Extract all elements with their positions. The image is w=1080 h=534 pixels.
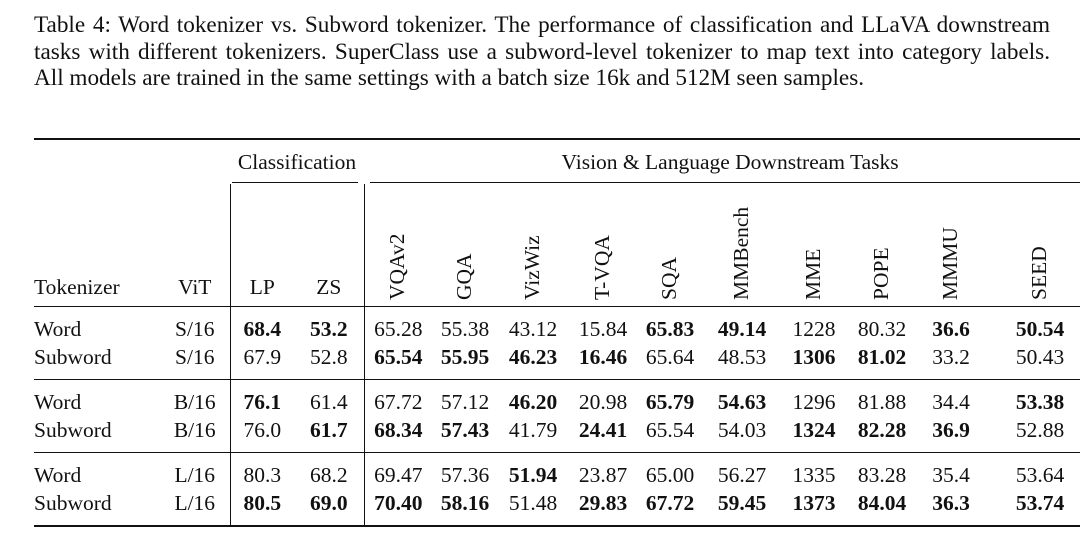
cell-value: 52.8 xyxy=(309,344,348,369)
table-caption: Table 4: Word tokenizer vs. Subword tokenizer. The performance of classification and LLaVA downstream tasks with different tokenizers. SuperClass use a subword-level tokenizer to map text into category labels. All models are trained in the same settings with a batch size 16k and 512M seen samples. xyxy=(34,12,1050,92)
row-spacer xyxy=(34,307,1080,316)
cell-value: 67.72 xyxy=(645,490,695,515)
cell-vit: S/16 xyxy=(175,316,215,341)
col-header-sqa xyxy=(638,184,702,307)
cell-value: 41.79 xyxy=(508,417,558,442)
col-header-label: MME xyxy=(801,248,826,300)
cell-value: 70.40 xyxy=(364,489,432,517)
cell-value: 65.28 xyxy=(364,315,432,343)
cell-vit: L/16 xyxy=(174,490,216,515)
cell-value: 65.00 xyxy=(645,462,695,487)
cell-value: 82.28 xyxy=(857,417,907,442)
cell-value: 57.36 xyxy=(440,462,490,487)
cell-value: 80.5 xyxy=(230,489,294,517)
cell-value: 24.41 xyxy=(578,417,628,442)
cell-tokenizer: Subword xyxy=(34,417,112,442)
cell-value: 53.64 xyxy=(1015,462,1065,487)
table-row xyxy=(34,461,1080,489)
row-spacer xyxy=(34,453,1080,462)
cell-tokenizer: Subword xyxy=(34,344,112,369)
cell-value: 35.4 xyxy=(932,462,970,487)
cell-value: 65.64 xyxy=(645,344,695,369)
col-header-lp: LP xyxy=(230,184,294,307)
row-spacer xyxy=(34,371,1080,380)
cell-tokenizer: Word xyxy=(34,462,82,487)
table-row xyxy=(34,315,1080,343)
table-row xyxy=(34,388,1080,416)
row-spacer xyxy=(34,444,1080,453)
cell-vit: B/16 xyxy=(173,417,216,442)
cell-value: 55.95 xyxy=(440,344,490,369)
col-header-seed xyxy=(984,184,1080,307)
cell-value: 65.54 xyxy=(364,343,432,371)
row-spacer xyxy=(34,380,1080,389)
cell-value: 46.20 xyxy=(508,389,558,414)
group-header-classification: Classification xyxy=(230,139,364,184)
table-row xyxy=(34,343,1080,371)
cell-value: 67.72 xyxy=(364,388,432,416)
cell-value: 83.28 xyxy=(857,462,907,487)
col-header-mme xyxy=(782,184,846,307)
cell-value: 68.34 xyxy=(364,416,432,444)
cell-value: 57.12 xyxy=(440,389,490,414)
cell-value: 51.94 xyxy=(508,462,558,487)
cell-value: 1335 xyxy=(792,462,836,487)
table-row xyxy=(34,489,1080,517)
col-header-label: GQA xyxy=(452,253,477,300)
cell-tokenizer: Word xyxy=(34,316,82,341)
group-header-vision-language: Vision & Language Downstream Tasks xyxy=(364,139,1080,184)
cell-value: 1373 xyxy=(792,490,836,515)
cell-value: 23.87 xyxy=(578,462,628,487)
col-header-gqa xyxy=(432,184,498,307)
cell-value: 46.23 xyxy=(508,344,558,369)
cell-value: 1306 xyxy=(792,344,836,369)
cell-value: 48.53 xyxy=(717,344,767,369)
col-header-vqav2 xyxy=(364,184,432,307)
cell-value: 1296 xyxy=(792,389,836,414)
table-row xyxy=(34,416,1080,444)
col-header-label: POPE xyxy=(869,247,894,300)
cell-value: 65.83 xyxy=(645,316,695,341)
cell-value: 36.9 xyxy=(932,417,970,442)
cell-value: 68.4 xyxy=(230,315,294,343)
cell-value: 20.98 xyxy=(578,389,628,414)
cell-value: 58.16 xyxy=(440,490,490,515)
cell-value: 80.32 xyxy=(857,316,907,341)
col-header-zs: ZS xyxy=(316,275,342,299)
col-header-tokenizer: Tokenizer xyxy=(34,275,120,299)
col-header-vit: ViT xyxy=(178,275,212,299)
cell-value: 53.2 xyxy=(309,316,348,341)
cell-tokenizer: Subword xyxy=(34,490,112,515)
results-table-wrapper xyxy=(34,138,1065,527)
cell-value: 33.2 xyxy=(932,344,970,369)
cell-value: 54.03 xyxy=(717,417,767,442)
col-header-label: VQAv2 xyxy=(385,233,410,300)
cell-value: 54.63 xyxy=(717,389,767,414)
cell-vit: B/16 xyxy=(173,389,216,414)
col-header-mmbench xyxy=(702,184,782,307)
cell-vit: L/16 xyxy=(174,462,216,487)
row-spacer xyxy=(34,517,1080,526)
cell-value: 36.6 xyxy=(932,316,970,341)
cell-value: 80.3 xyxy=(230,461,294,489)
cell-value: 43.12 xyxy=(508,316,558,341)
cell-value: 55.38 xyxy=(440,316,490,341)
cell-value: 61.4 xyxy=(309,389,348,414)
col-header-label: SQA xyxy=(657,256,682,300)
col-header-label: SEED xyxy=(1027,246,1052,300)
cell-value: 59.45 xyxy=(717,490,767,515)
cell-value: 69.0 xyxy=(309,490,348,515)
cell-value: 36.3 xyxy=(932,490,970,515)
col-header-mmmu xyxy=(918,184,984,307)
cell-value: 29.83 xyxy=(578,490,628,515)
cell-value: 51.48 xyxy=(508,490,558,515)
cell-value: 68.2 xyxy=(309,462,348,487)
cell-value: 81.88 xyxy=(857,389,907,414)
cell-value: 67.9 xyxy=(230,343,294,371)
cell-value: 57.43 xyxy=(440,417,490,442)
col-header-label: MMMU xyxy=(938,227,963,300)
col-header-label: VizWiz xyxy=(520,235,545,300)
cell-value: 56.27 xyxy=(717,462,767,487)
cell-value: 84.04 xyxy=(857,490,907,515)
cell-value: 81.02 xyxy=(857,344,907,369)
cell-value: 65.54 xyxy=(645,417,695,442)
cell-value: 50.54 xyxy=(1015,316,1065,341)
cell-value: 53.38 xyxy=(1015,389,1065,414)
cell-value: 16.46 xyxy=(578,344,628,369)
cell-value: 34.4 xyxy=(932,389,970,414)
col-header-pope xyxy=(846,184,918,307)
cell-value: 76.0 xyxy=(230,416,294,444)
cell-value: 53.74 xyxy=(1015,490,1065,515)
cell-value: 15.84 xyxy=(578,316,628,341)
col-header-vizwiz xyxy=(498,184,568,307)
cell-value: 65.79 xyxy=(645,389,695,414)
cell-value: 50.43 xyxy=(1015,344,1065,369)
cell-value: 1324 xyxy=(792,417,836,442)
col-header-label: T-VQA xyxy=(590,235,615,300)
col-header-label: MMBench xyxy=(729,206,754,300)
cell-vit: S/16 xyxy=(175,344,215,369)
cell-value: 61.7 xyxy=(309,417,348,442)
cell-value: 49.14 xyxy=(717,316,767,341)
col-header-t-vqa xyxy=(568,184,638,307)
cell-tokenizer: Word xyxy=(34,389,82,414)
cell-value: 69.47 xyxy=(364,461,432,489)
cell-value: 52.88 xyxy=(1015,417,1065,442)
cell-value: 1228 xyxy=(792,316,836,341)
results-table xyxy=(34,138,1080,527)
cell-value: 76.1 xyxy=(230,388,294,416)
